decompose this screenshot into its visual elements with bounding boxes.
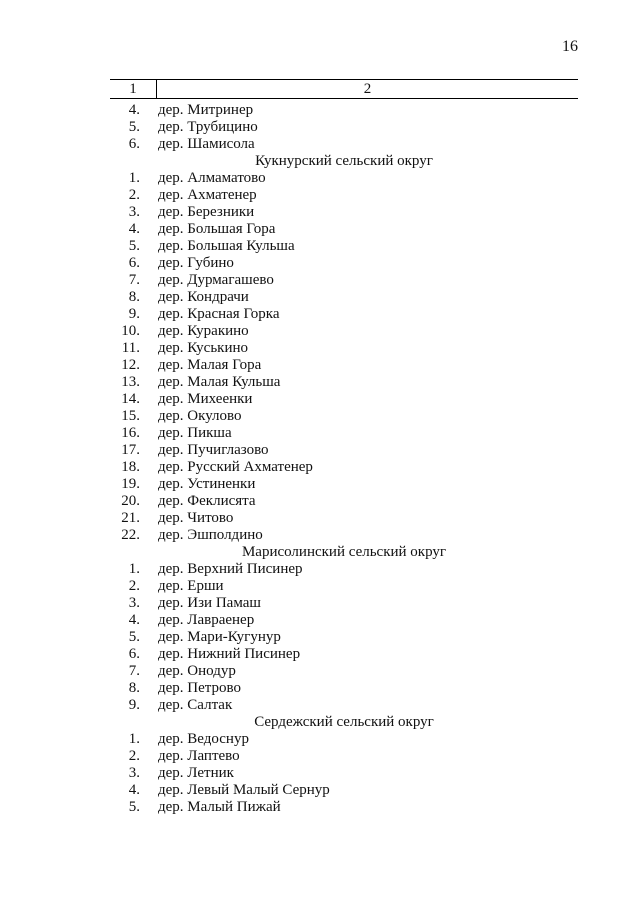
row-number: 19. xyxy=(121,476,140,492)
table-header xyxy=(110,79,578,99)
table-row xyxy=(110,697,578,714)
settlement-name: дер. Шамисола xyxy=(158,136,255,152)
settlement-name: дер. Алмаматово xyxy=(158,170,266,186)
table-row xyxy=(110,221,578,238)
row-number: 2. xyxy=(128,187,140,203)
table-row xyxy=(110,340,578,357)
table-row xyxy=(110,136,578,153)
row-number: 18. xyxy=(121,459,140,475)
table-row xyxy=(110,119,578,136)
settlement-name: дер. Митринер xyxy=(158,102,254,118)
table-row xyxy=(110,663,578,680)
row-number: 10. xyxy=(121,323,140,339)
row-number: 17. xyxy=(121,442,140,458)
row-number: 2. xyxy=(128,578,140,594)
settlement-name: дер. Ерши xyxy=(158,578,224,594)
table-body xyxy=(110,102,578,816)
settlement-name: дер. Куракино xyxy=(158,323,249,339)
settlement-name: дер. Летник xyxy=(158,765,234,781)
row-number: 5. xyxy=(128,238,140,254)
settlement-name: дер. Малая Кульша xyxy=(158,374,281,390)
row-number: 12. xyxy=(121,357,140,373)
settlement-name: дер. Петрово xyxy=(158,680,241,696)
settlement-name: дер. Дурмагашево xyxy=(158,272,274,288)
table-row xyxy=(110,306,578,323)
settlement-name: дер. Лавраенер xyxy=(158,612,255,628)
settlement-name: дер. Красная Горка xyxy=(158,306,280,322)
settlement-name: дер. Окулово xyxy=(158,408,242,424)
settlement-name: дер. Левый Малый Сернур xyxy=(158,782,330,798)
table-row xyxy=(110,782,578,799)
row-number: 7. xyxy=(128,272,140,288)
table-row xyxy=(110,374,578,391)
row-number: 8. xyxy=(128,680,140,696)
settlement-name: дер. Пикша xyxy=(158,425,232,441)
page-number: 16 xyxy=(562,38,578,55)
district-heading: Марисолинский сельский округ xyxy=(241,544,447,560)
settlement-name: дер. Изи Памаш xyxy=(158,595,261,611)
table-row xyxy=(110,170,578,187)
settlement-name: дер. Нижний Писинер xyxy=(158,646,301,662)
column-header-name: 2 xyxy=(363,81,372,97)
table-row xyxy=(110,680,578,697)
table-row xyxy=(110,799,578,816)
settlements-table xyxy=(110,79,578,816)
row-number: 6. xyxy=(128,646,140,662)
table-row xyxy=(110,731,578,748)
settlement-name: дер. Малый Пижай xyxy=(158,799,281,815)
row-number: 14. xyxy=(121,391,140,407)
row-number: 6. xyxy=(128,136,140,152)
table-row xyxy=(110,561,578,578)
row-number: 9. xyxy=(128,697,140,713)
row-number: 15. xyxy=(121,408,140,424)
table-row xyxy=(110,187,578,204)
row-number: 4. xyxy=(128,782,140,798)
table-row xyxy=(110,391,578,408)
district-heading: Сердежский сельский округ xyxy=(254,714,434,730)
row-number: 3. xyxy=(128,595,140,611)
row-number: 4. xyxy=(128,612,140,628)
settlement-name: дер. Эшполдино xyxy=(158,527,263,543)
row-number: 1. xyxy=(128,731,140,747)
table-row xyxy=(110,357,578,374)
settlement-name: дер. Лаптево xyxy=(158,748,240,764)
settlement-name: дер. Пучиглазово xyxy=(158,442,269,458)
table-row xyxy=(110,408,578,425)
settlement-name: дер. Мари-Кугунур xyxy=(158,629,281,645)
row-number: 6. xyxy=(128,255,140,271)
table-row xyxy=(110,255,578,272)
table-row xyxy=(110,323,578,340)
settlement-name: дер. Большая Кульша xyxy=(158,238,295,254)
row-number: 5. xyxy=(128,119,140,135)
column-header-number: 1 xyxy=(110,80,157,98)
settlement-name: дер. Верхний Писинер xyxy=(158,561,303,577)
table-row xyxy=(110,425,578,442)
settlement-name: дер. Онодур xyxy=(158,663,236,679)
table-row xyxy=(110,102,578,119)
table-row xyxy=(110,493,578,510)
settlement-name: дер. Куськино xyxy=(158,340,249,356)
row-number: 7. xyxy=(128,663,140,679)
row-number: 3. xyxy=(128,765,140,781)
settlement-name: дер. Ахматенер xyxy=(158,187,257,203)
table-row xyxy=(110,612,578,629)
row-number: 1. xyxy=(128,170,140,186)
settlement-name: дер. Читово xyxy=(158,510,234,526)
row-number: 3. xyxy=(128,204,140,220)
row-number: 16. xyxy=(121,425,140,441)
table-row xyxy=(110,629,578,646)
table-row xyxy=(110,476,578,493)
settlement-name: дер. Русский Ахматенер xyxy=(158,459,313,475)
table-row xyxy=(110,204,578,221)
settlement-name: дер. Ведоснур xyxy=(158,731,249,747)
settlement-name: дер. Березники xyxy=(158,204,255,220)
table-row xyxy=(110,527,578,544)
table-row xyxy=(110,578,578,595)
row-number: 2. xyxy=(128,748,140,764)
settlement-name: дер. Устиненки xyxy=(158,476,256,492)
settlement-name: дер. Кондрачи xyxy=(158,289,249,305)
table-row xyxy=(110,646,578,663)
table-row xyxy=(110,459,578,476)
row-number: 20. xyxy=(121,493,140,509)
table-row xyxy=(110,748,578,765)
row-number: 21. xyxy=(121,510,140,526)
settlement-name: дер. Салтак xyxy=(158,697,233,713)
table-row xyxy=(110,595,578,612)
row-number: 4. xyxy=(128,102,140,118)
row-number: 22. xyxy=(121,527,140,543)
row-number: 11. xyxy=(121,340,140,356)
row-number: 9. xyxy=(128,306,140,322)
row-number: 5. xyxy=(128,799,140,815)
row-number: 13. xyxy=(121,374,140,390)
settlement-name: дер. Губино xyxy=(158,255,234,271)
settlement-name: дер. Михеенки xyxy=(158,391,253,407)
settlement-name: дер. Большая Гора xyxy=(158,221,276,237)
table-row xyxy=(110,765,578,782)
settlement-name: дер. Малая Гора xyxy=(158,357,262,373)
table-row xyxy=(110,442,578,459)
district-heading: Кукнурский сельский округ xyxy=(255,153,433,169)
settlement-name: дер. Трубицино xyxy=(158,119,258,135)
table-row xyxy=(110,289,578,306)
table-row xyxy=(110,272,578,289)
table-row xyxy=(110,510,578,527)
row-number: 1. xyxy=(128,561,140,577)
row-number: 4. xyxy=(128,221,140,237)
table-row xyxy=(110,238,578,255)
row-number: 8. xyxy=(128,289,140,305)
row-number: 5. xyxy=(128,629,140,645)
settlement-name: дер. Феклисята xyxy=(158,493,256,509)
